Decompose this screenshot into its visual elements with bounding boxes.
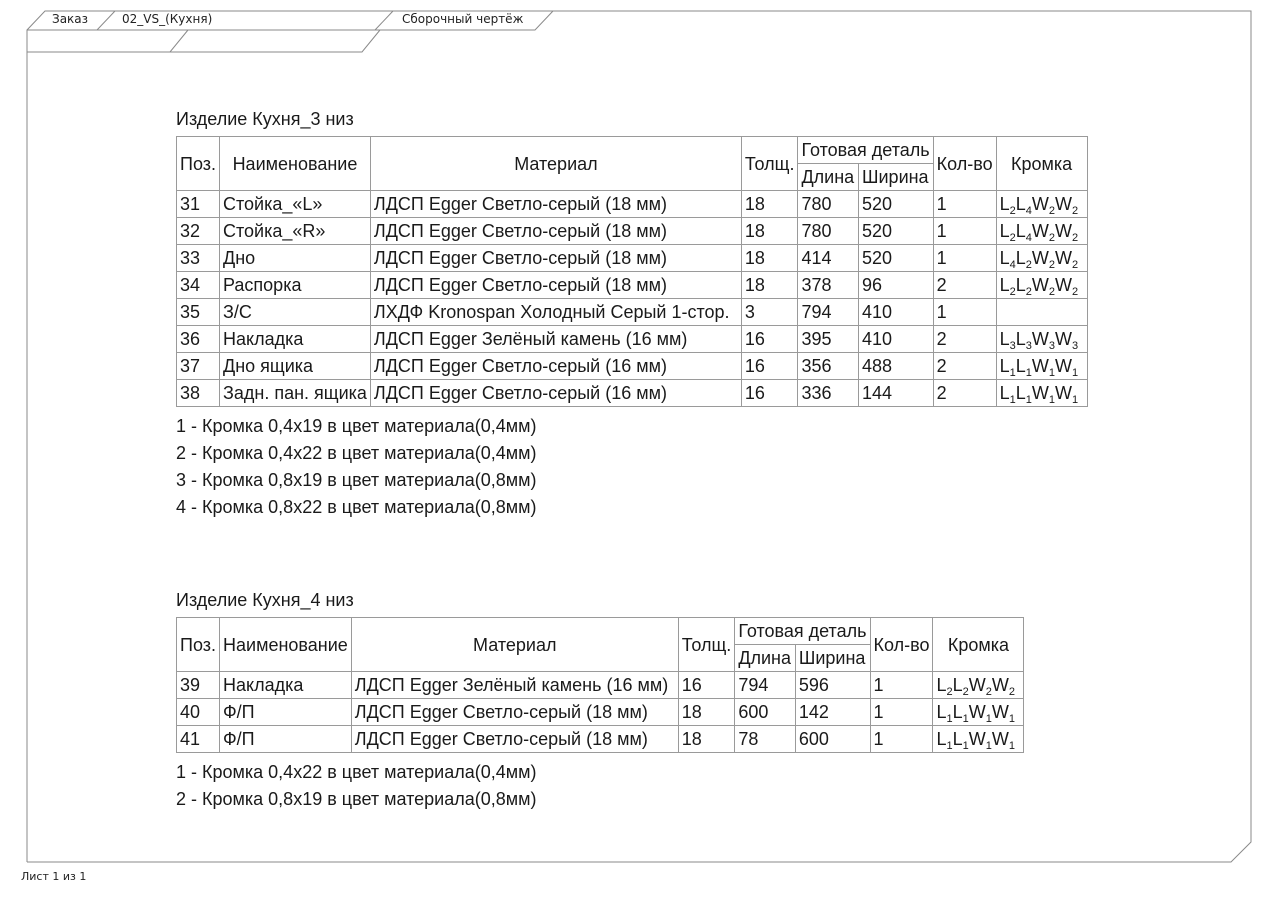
cell-width: 520 [859, 218, 934, 245]
col-pos: Поз. [177, 618, 220, 672]
cell-edge [933, 672, 1024, 699]
col-material: Материал [370, 137, 741, 191]
cell-thickness: 18 [678, 699, 735, 726]
cell-width: 600 [795, 726, 870, 753]
edge-code: $L_1$ [1015, 356, 1032, 379]
cell-name: Дно ящика [220, 353, 371, 380]
edge-code: $W_2$ [1031, 248, 1056, 271]
cell-material: ЛДСП Egger Светло-серый (18 мм) [370, 191, 741, 218]
cell-thickness: 16 [741, 326, 798, 353]
cell-material: ЛДСП Egger Зелёный камень (16 мм) [351, 672, 678, 699]
col-edge: Кромка [933, 618, 1024, 672]
cell-material: ЛХДФ Kronospan Холодный Серый 1-стор. [370, 299, 741, 326]
edge-code: $W_1$ [1031, 383, 1056, 406]
col-width: Ширина [859, 164, 934, 191]
edge-code: $W_1$ [991, 729, 1015, 752]
order-label: Заказ [52, 12, 89, 26]
edge-code: $W_2$ [968, 675, 992, 698]
cell-edge [996, 218, 1087, 245]
table-row [177, 672, 1024, 699]
cell-length: 336 [798, 380, 859, 407]
cell-length: 600 [735, 699, 796, 726]
edge-notes [176, 759, 1024, 813]
product-section [176, 108, 1088, 521]
edge-notes [176, 413, 1088, 521]
cell-edge [996, 272, 1087, 299]
cell-thickness: 18 [741, 272, 798, 299]
cell-name: Ф/П [220, 726, 352, 753]
cell-length: 378 [798, 272, 859, 299]
cell-material: ЛДСП Egger Светло-серый (16 мм) [370, 353, 741, 380]
col-width: Ширина [795, 645, 870, 672]
cell-thickness: 16 [678, 672, 735, 699]
cell-width: 488 [859, 353, 934, 380]
col-finished: Готовая деталь [735, 618, 870, 645]
edge-code: $W_1$ [968, 729, 992, 752]
cell-thickness: 16 [741, 353, 798, 380]
table-row [177, 353, 1088, 380]
edge-code: $W_1$ [1055, 383, 1079, 406]
cell-pos: 40 [177, 699, 220, 726]
cell-edge [996, 299, 1087, 326]
edge-code: $W_2$ [991, 675, 1015, 698]
cell-edge [996, 245, 1087, 272]
edge-code: $L_2$ [999, 221, 1016, 244]
table-row [177, 326, 1088, 353]
edge-code: $L_1$ [936, 729, 953, 752]
edge-code: $W_1$ [991, 702, 1015, 725]
cell-material: ЛДСП Egger Светло-серый (18 мм) [351, 726, 678, 753]
cell-thickness: 3 [741, 299, 798, 326]
cell-edge [933, 699, 1024, 726]
edge-code: $L_1$ [999, 356, 1016, 379]
table-row [177, 245, 1088, 272]
cell-material: ЛДСП Egger Светло-серый (18 мм) [370, 245, 741, 272]
cell-qty: 1 [933, 245, 996, 272]
col-edge: Кромка [996, 137, 1087, 191]
table-row [177, 272, 1088, 299]
table-row [177, 380, 1088, 407]
edge-note: 2 - Кромка 0,8x19 в цвет материала(0,8мм) [176, 789, 537, 809]
cell-width: 410 [859, 326, 934, 353]
cell-thickness: 18 [741, 191, 798, 218]
cell-length: 356 [798, 353, 859, 380]
cell-edge [996, 191, 1087, 218]
col-name: Наименование [220, 618, 352, 672]
cell-pos: 37 [177, 353, 220, 380]
cell-pos: 36 [177, 326, 220, 353]
edge-code: $L_1$ [952, 729, 969, 752]
cell-qty: 1 [870, 699, 933, 726]
cell-edge [996, 326, 1087, 353]
col-thickness: Толщ. [741, 137, 798, 191]
col-qty: Кол-во [933, 137, 996, 191]
col-thickness: Толщ. [678, 618, 735, 672]
drawing-type: Сборочный чертёж [402, 12, 524, 26]
cell-qty: 1 [933, 191, 996, 218]
col-pos: Поз. [177, 137, 220, 191]
cell-width: 596 [795, 672, 870, 699]
cell-material: ЛДСП Egger Светло-серый (18 мм) [351, 699, 678, 726]
edge-code: $W_2$ [1055, 194, 1079, 217]
section-title: Изделие Кухня_4 низ [176, 590, 354, 610]
edge-code: $L_1$ [1015, 383, 1032, 406]
table-row [177, 299, 1088, 326]
cell-qty: 2 [933, 272, 996, 299]
cell-pos: 35 [177, 299, 220, 326]
cell-length: 780 [798, 218, 859, 245]
edge-code: $L_1$ [999, 383, 1016, 406]
edge-note: 1 - Кромка 0,4x22 в цвет материала(0,4мм) [176, 762, 537, 782]
cell-width: 144 [859, 380, 934, 407]
edge-note: 4 - Кромка 0,8x22 в цвет материала(0,8мм) [176, 497, 537, 517]
edge-code: $W_2$ [1031, 275, 1056, 298]
col-qty: Кол-во [870, 618, 933, 672]
cell-qty: 2 [933, 353, 996, 380]
edge-code: $L_2$ [936, 675, 953, 698]
edge-code: $W_3$ [1055, 329, 1079, 352]
cell-pos: 38 [177, 380, 220, 407]
cell-edge [933, 726, 1024, 753]
edge-code: $W_2$ [1055, 248, 1079, 271]
edge-code: $L_2$ [999, 275, 1016, 298]
edge-note: 2 - Кромка 0,4x22 в цвет материала(0,4мм) [176, 443, 537, 463]
edge-code: $L_4$ [1015, 194, 1032, 217]
cell-width: 410 [859, 299, 934, 326]
cell-qty: 1 [933, 218, 996, 245]
cell-pos: 32 [177, 218, 220, 245]
cell-qty: 1 [870, 672, 933, 699]
edge-code: $L_4$ [1015, 221, 1032, 244]
edge-code: $L_2$ [952, 675, 969, 698]
table-row [177, 726, 1024, 753]
cell-qty: 1 [870, 726, 933, 753]
cell-name: Накладка [220, 672, 352, 699]
cell-name: Стойка_«L» [220, 191, 371, 218]
edge-code: $W_1$ [968, 702, 992, 725]
col-material: Материал [351, 618, 678, 672]
product-section [176, 589, 1024, 813]
edge-code: $W_2$ [1055, 275, 1079, 298]
cell-length: 794 [798, 299, 859, 326]
cell-name: З/С [220, 299, 371, 326]
edge-note: 1 - Кромка 0,4x19 в цвет материала(0,4мм) [176, 416, 537, 436]
cell-name: Задн. пан. ящика [220, 380, 371, 407]
parts-table [176, 136, 1088, 407]
edge-code: $L_2$ [1015, 275, 1032, 298]
cell-material: ЛДСП Egger Светло-серый (18 мм) [370, 272, 741, 299]
section-title: Изделие Кухня_3 низ [176, 109, 354, 129]
edge-code: $L_3$ [999, 329, 1016, 352]
cell-length: 395 [798, 326, 859, 353]
cell-width: 520 [859, 191, 934, 218]
edge-code: $L_4$ [999, 248, 1016, 271]
cell-name: Ф/П [220, 699, 352, 726]
edge-note: 3 - Кромка 0,8x19 в цвет материала(0,8мм) [176, 470, 537, 490]
cell-qty: 2 [933, 380, 996, 407]
col-name: Наименование [220, 137, 371, 191]
order-value: 02_VS_(Кухня) [122, 12, 213, 26]
edge-code: $W_3$ [1031, 329, 1056, 352]
cell-material: ЛДСП Egger Зелёный камень (16 мм) [370, 326, 741, 353]
cell-length: 794 [735, 672, 796, 699]
cell-edge [996, 353, 1087, 380]
sheet-number: Лист 1 из 1 [21, 870, 87, 883]
parts-table [176, 617, 1024, 753]
cell-name: Распорка [220, 272, 371, 299]
cell-qty: 1 [933, 299, 996, 326]
col-finished: Готовая деталь [798, 137, 933, 164]
cell-pos: 39 [177, 672, 220, 699]
edge-code: $W_2$ [1031, 221, 1056, 244]
cell-length: 780 [798, 191, 859, 218]
cell-pos: 31 [177, 191, 220, 218]
table-row [177, 218, 1088, 245]
cell-thickness: 18 [678, 726, 735, 753]
edge-code: $L_2$ [999, 194, 1016, 217]
edge-code: $W_1$ [1055, 356, 1079, 379]
cell-pos: 41 [177, 726, 220, 753]
cell-length: 414 [798, 245, 859, 272]
edge-code: $L_3$ [1015, 329, 1032, 352]
col-length: Длина [735, 645, 796, 672]
edge-code: $L_1$ [952, 702, 969, 725]
edge-code: $L_1$ [936, 702, 953, 725]
cell-name: Накладка [220, 326, 371, 353]
cell-width: 96 [859, 272, 934, 299]
table-row [177, 191, 1088, 218]
cell-pos: 33 [177, 245, 220, 272]
cell-name: Дно [220, 245, 371, 272]
cell-edge [996, 380, 1087, 407]
edge-code: $W_2$ [1055, 221, 1079, 244]
cell-material: ЛДСП Egger Светло-серый (18 мм) [370, 218, 741, 245]
table-row [177, 699, 1024, 726]
cell-length: 78 [735, 726, 796, 753]
cell-thickness: 18 [741, 218, 798, 245]
cell-thickness: 18 [741, 245, 798, 272]
table-body [177, 191, 1088, 407]
edge-code: $W_1$ [1031, 356, 1056, 379]
cell-name: Стойка_«R» [220, 218, 371, 245]
cell-qty: 2 [933, 326, 996, 353]
edge-code: $W_2$ [1031, 194, 1056, 217]
col-length: Длина [798, 164, 859, 191]
cell-width: 520 [859, 245, 934, 272]
cell-pos: 34 [177, 272, 220, 299]
cell-width: 142 [795, 699, 870, 726]
cell-thickness: 16 [741, 380, 798, 407]
edge-code: $L_2$ [1015, 248, 1032, 271]
cell-material: ЛДСП Egger Светло-серый (16 мм) [370, 380, 741, 407]
table-body [177, 672, 1024, 753]
